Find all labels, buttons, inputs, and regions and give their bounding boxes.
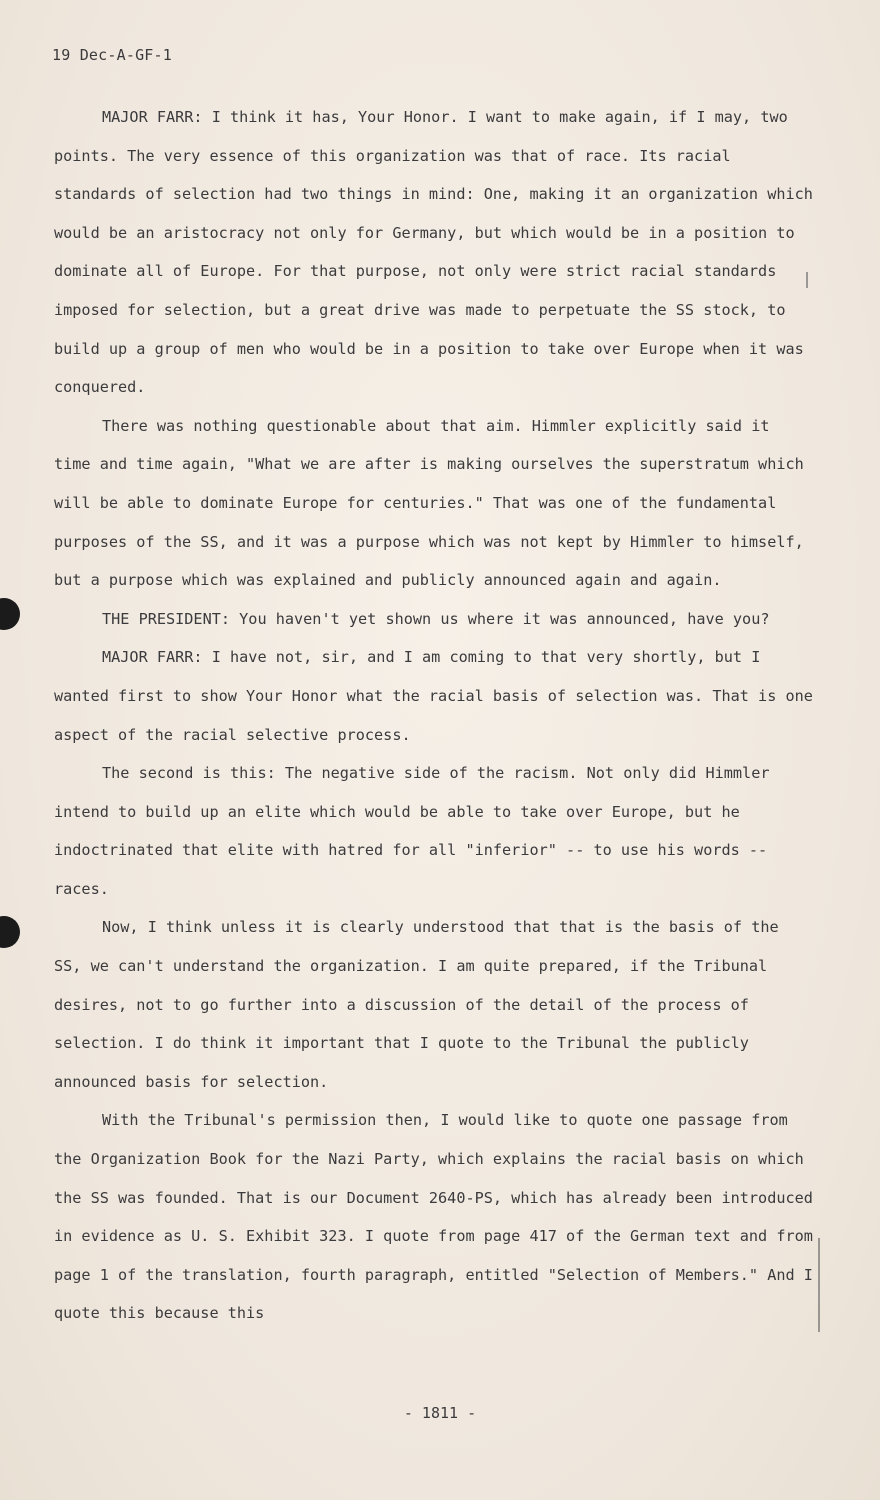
paragraph-7: With the Tribunal's permission then, I would like to quote one passage from the Organization Book for the Nazi Party, which explains the racial basis on which the SS was founded. That is our Document 2640-PS, which has already been introduced in evidence as U. S. Exhibit 323. I quote from page 417 of the German text and from page 1 of the translation, fourth paragraph, entitled "Selection of Members." And I quote this because this: [54, 1111, 813, 1323]
margin-mark: [806, 272, 808, 288]
document-body: [54, 98, 814, 1333]
paragraph-1: MAJOR FARR: I think it has, Your Honor. I want to make again, if I may, two points. The very essence of this organization was that of race. Its racial standards of selection had two things in mind: One, making it an organization which would be an aristocracy not only for Germany, but which would be in a position to dominate all of Europe. For that purpose, not only were strict racial standards imposed for selection, but a great drive was made to perpetuate the SS stock, to build up a group of men who would be in a position to take over Europe when it was conquered.: [54, 108, 813, 397]
paragraph-6: Now, I think unless it is clearly understood that that is the basis of the SS, we can't understand the organization. I am quite prepared, if the Tribunal desires, not to go further into a discussion of the detail of the process of selection. I do think it important that I quote to the Tribunal the publicly announced basis for selection.: [54, 918, 779, 1091]
binder-hole: [0, 598, 20, 630]
paragraph-4: MAJOR FARR: I have not, sir, and I am coming to that very shortly, but I wanted first to show Your Honor what the racial basis of selection was. That is one aspect of the racial selective process.: [54, 648, 813, 744]
page-number: - 1811 -: [403, 1404, 477, 1422]
paragraph-2: There was nothing questionable about that aim. Himmler explicitly said it time and time again, "What we are after is making ourselves the superstratum which will be able to dominate Europe for centuries." That was one of the fundamental purposes of the SS, and it was a purpose which was not kept by Himmler to himself, but a purpose which was explained and publicly announced again and again.: [54, 416, 804, 590]
paragraph-3: THE PRESIDENT: You haven't yet shown us where it was announced, have you?: [102, 609, 770, 628]
document-header-id: 19 Dec-A-GF-1: [52, 46, 172, 64]
margin-mark: [818, 1238, 820, 1332]
binder-hole: [0, 916, 20, 948]
paragraph-5: The second is this: The negative side of the racism. Not only did Himmler intend to build up an elite which would be able to take over Europe, but he indoctrinated that elite with hatred for all "inferior" -- to use his words -- races.: [54, 764, 770, 898]
